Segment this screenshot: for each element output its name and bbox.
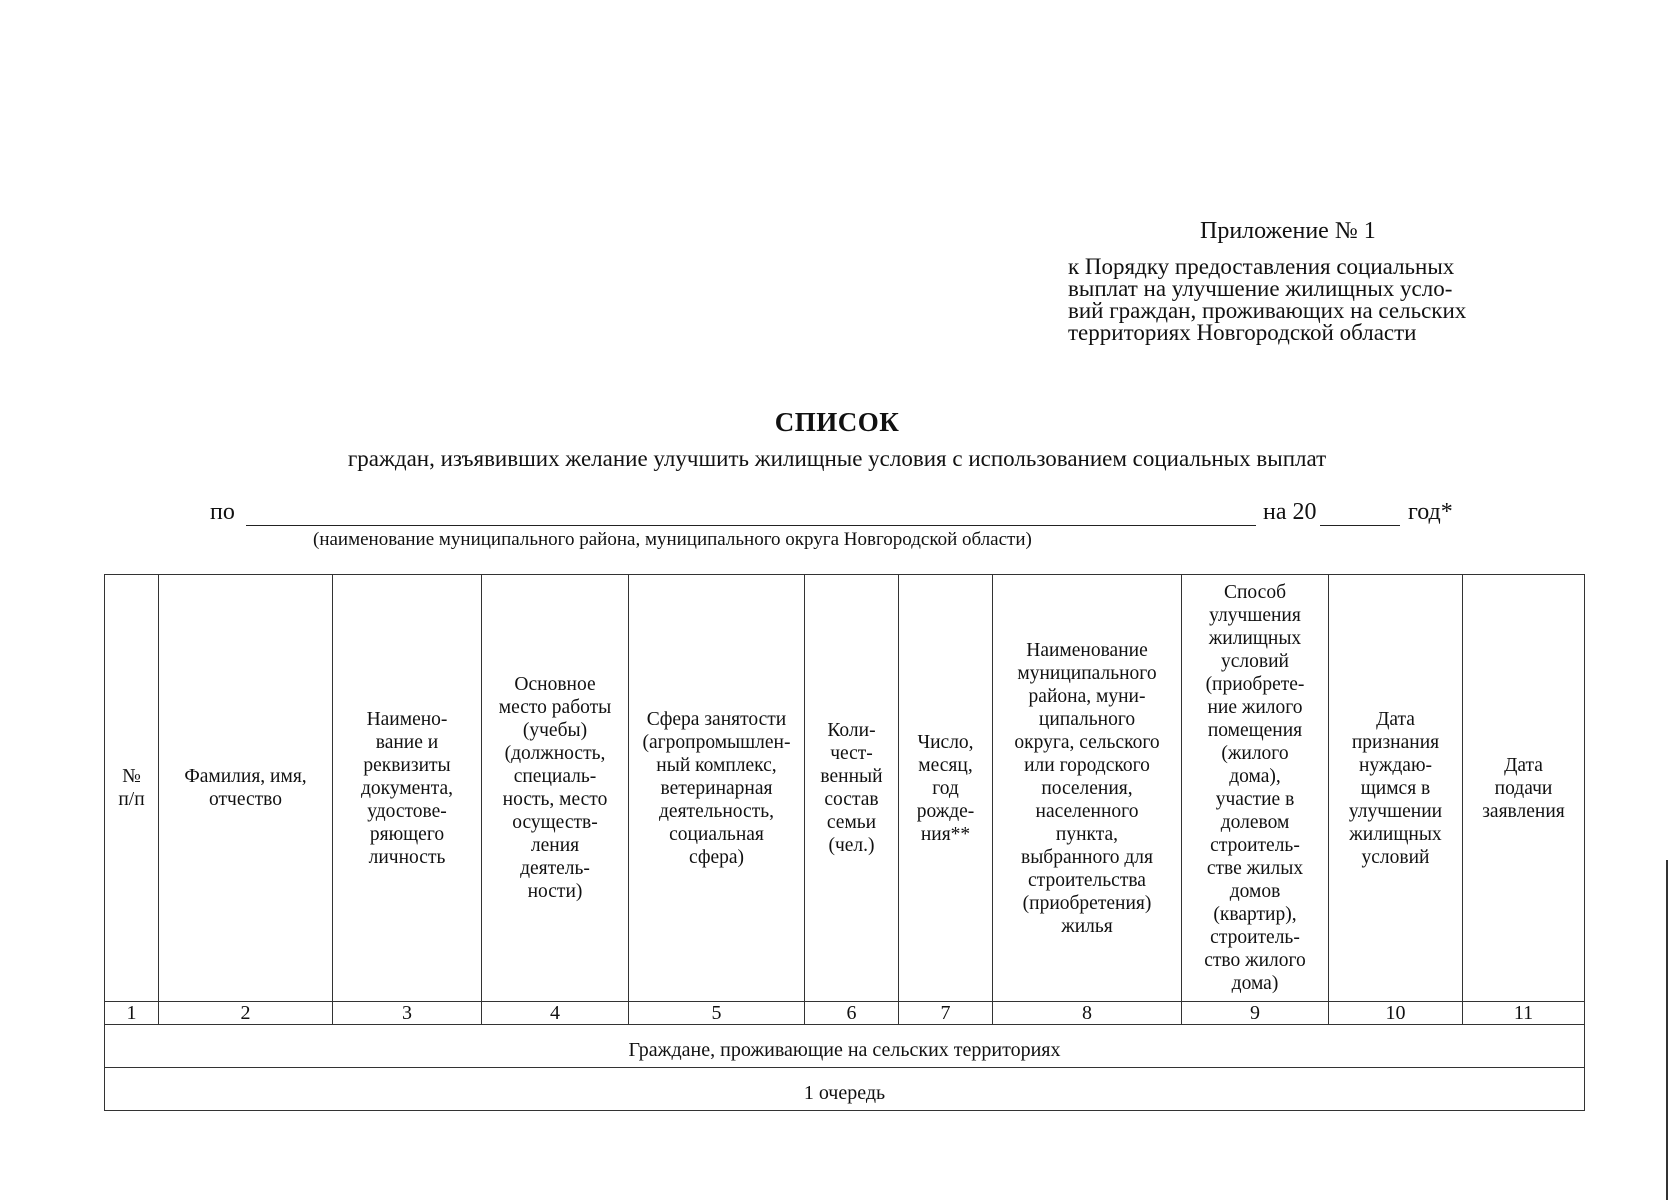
column-header-line: рожде- — [916, 800, 975, 822]
column-header-line: Дата — [1376, 708, 1415, 730]
column-header-line: ности) — [527, 881, 583, 902]
column-header-line: ние жилого — [1207, 697, 1303, 718]
column-header-line: (приобрете- — [1205, 674, 1305, 695]
column-header-line: вание и — [375, 731, 439, 753]
column-header-line: нуждаю- — [1358, 754, 1433, 776]
column-header-line: венный — [820, 766, 883, 787]
column-number: 6 — [805, 1002, 899, 1025]
column-number: 2 — [159, 1002, 333, 1025]
column-header-line: ления — [530, 835, 580, 856]
column-header — [333, 575, 482, 1002]
column-header-line: место работы — [498, 697, 612, 718]
group-label: Граждане, проживающие на сельских территориях — [105, 1025, 1585, 1068]
column-header-line: сфера) — [688, 846, 745, 868]
column-header — [1463, 575, 1585, 1002]
appendix-text — [1068, 256, 1548, 344]
column-header-line: (жилого — [1221, 743, 1289, 764]
column-number: 9 — [1182, 1002, 1329, 1025]
column-header-line: жилищных — [1208, 628, 1302, 649]
column-header-line: состав — [824, 789, 879, 810]
column-number: 7 — [899, 1002, 993, 1025]
appendix-line: выплат на улучшение жилищных усло- — [1068, 276, 1453, 301]
district-prefix: по — [210, 499, 235, 525]
column-header-line: ство жилого — [1204, 950, 1306, 971]
column-header-line: заявления — [1482, 800, 1565, 822]
column-header — [993, 575, 1182, 1002]
column-header-line: строитель- — [1210, 835, 1300, 856]
column-header-line: Фамилия, имя, — [184, 766, 307, 787]
column-header-line: документа, — [360, 777, 454, 799]
column-header-line: Основное — [514, 674, 596, 695]
column-number: 11 — [1463, 1002, 1585, 1025]
column-header-line: осуществ- — [512, 812, 598, 833]
appendix-line: территориях Новгородской области — [1068, 320, 1417, 345]
column-header-line: подачи — [1494, 777, 1553, 799]
column-header-line: Наимено- — [366, 708, 448, 730]
column-header-line: признания — [1351, 731, 1440, 753]
column-header-line: пункта, — [1055, 823, 1119, 845]
column-header-line: долевом — [1220, 812, 1290, 833]
column-header-line: Число, — [917, 731, 974, 753]
column-header — [1182, 575, 1329, 1002]
column-header-line: № — [122, 766, 141, 787]
column-header-line: социальная — [669, 823, 764, 845]
column-header-line: района, муни- — [1028, 685, 1146, 707]
column-header-line: Коли- — [827, 720, 876, 741]
group-row-queue — [105, 1068, 1585, 1111]
column-header-line: участие в — [1215, 789, 1295, 810]
column-header-line: муниципального — [1017, 662, 1157, 684]
column-header-line: п/п — [118, 789, 145, 810]
column-header — [629, 575, 805, 1002]
column-header-line: домов — [1229, 881, 1281, 902]
column-header-line: ряющего — [369, 823, 445, 845]
column-header-line: выбранного для — [1020, 846, 1153, 868]
column-header-line: (квартир), — [1213, 904, 1297, 925]
group-row-rural — [105, 1025, 1585, 1068]
column-number: 1 — [105, 1002, 159, 1025]
district-fill-line — [0, 499, 1674, 529]
column-header-line: (учебы) — [522, 720, 588, 741]
column-header-line: семьи — [826, 812, 877, 833]
column-header-line: строитель- — [1210, 927, 1300, 948]
column-header-line: Способ — [1223, 582, 1286, 603]
column-header-line: ципального — [1038, 708, 1136, 730]
column-header-line: щимся в — [1360, 777, 1431, 799]
column-header — [482, 575, 629, 1002]
column-header-line: стве жилых — [1206, 858, 1304, 879]
column-header-line: ния** — [920, 823, 971, 845]
column-header-line: условий — [1221, 651, 1289, 672]
column-number: 10 — [1329, 1002, 1463, 1025]
document-subtitle: граждан, изъявивших желание улучшить жилищные условия с использованием социальных выплат — [347, 446, 1327, 471]
column-header-line: год — [932, 777, 959, 799]
column-header-line: Дата — [1504, 754, 1543, 776]
column-header — [899, 575, 993, 1002]
column-number: 5 — [629, 1002, 805, 1025]
group-label: 1 очередь — [105, 1068, 1585, 1111]
column-header-line: (должность, — [504, 743, 606, 764]
column-header-line: деятельность, — [659, 800, 774, 822]
column-header-line: жилищных — [1349, 823, 1442, 845]
column-header-line: поселения, — [1041, 777, 1133, 799]
column-header-line: или городского — [1024, 754, 1150, 776]
column-header-line: ветеринарная — [660, 777, 773, 799]
year-suffix: год* — [1408, 499, 1453, 525]
district-blank[interactable] — [246, 499, 1256, 526]
column-header-line: чест- — [830, 743, 873, 764]
appendix-line: вий граждан, проживающих на сельских — [1068, 298, 1467, 323]
column-header-line: ный комплекс, — [656, 754, 777, 776]
column-header-line: округа, сельского — [1014, 731, 1160, 753]
column-header — [1329, 575, 1463, 1002]
column-header-line: населенного — [1035, 800, 1139, 822]
column-header-line: улучшении — [1348, 800, 1443, 822]
column-header-line: реквизиты — [363, 754, 451, 776]
column-header-line: дома), — [1229, 766, 1281, 787]
column-header-line: улучшения — [1209, 605, 1301, 626]
column-header-line: месяц, — [918, 754, 973, 776]
column-header-line: ность, место — [502, 789, 608, 810]
scan-edge-line — [1666, 860, 1668, 1200]
column-header-line: (чел.) — [828, 835, 875, 856]
column-header-line: удостове- — [367, 800, 447, 822]
column-header-line: Сфера занятости — [646, 708, 787, 730]
appendix-line: к Порядку предоставления социальных — [1068, 254, 1455, 279]
column-header-line: (приобретения) — [1022, 892, 1152, 914]
column-header-line: деятель- — [520, 858, 590, 879]
column-header-line: дома) — [1231, 973, 1279, 994]
column-header — [159, 575, 333, 1002]
column-header-line: отчество — [209, 789, 282, 810]
column-header-line: Наименование — [1026, 639, 1148, 661]
column-number: 8 — [993, 1002, 1182, 1025]
appendix-title: Приложение № 1 — [1200, 218, 1376, 244]
column-header-line: помещения — [1207, 720, 1303, 741]
column-number-row — [105, 1002, 1585, 1025]
column-header — [805, 575, 899, 1002]
column-header-line: условий — [1361, 846, 1430, 868]
column-header-line: специаль- — [513, 766, 597, 787]
document-title: СПИСОК — [774, 407, 900, 437]
year-prefix: на 20 — [1263, 499, 1317, 525]
column-number: 4 — [482, 1002, 629, 1025]
table-header-row — [105, 575, 1585, 1002]
column-number: 3 — [333, 1002, 482, 1025]
year-blank[interactable] — [1320, 499, 1400, 526]
column-header-line: (агропромышлен- — [642, 731, 791, 753]
district-caption: (наименование муниципального района, муниципального округа Новгородской области) — [313, 529, 1032, 550]
citizens-register-table — [104, 574, 1585, 1111]
column-header — [105, 575, 159, 1002]
column-header-line: жилья — [1061, 915, 1113, 937]
column-header-line: личность — [368, 846, 446, 868]
column-header-line: строительства — [1028, 869, 1146, 891]
